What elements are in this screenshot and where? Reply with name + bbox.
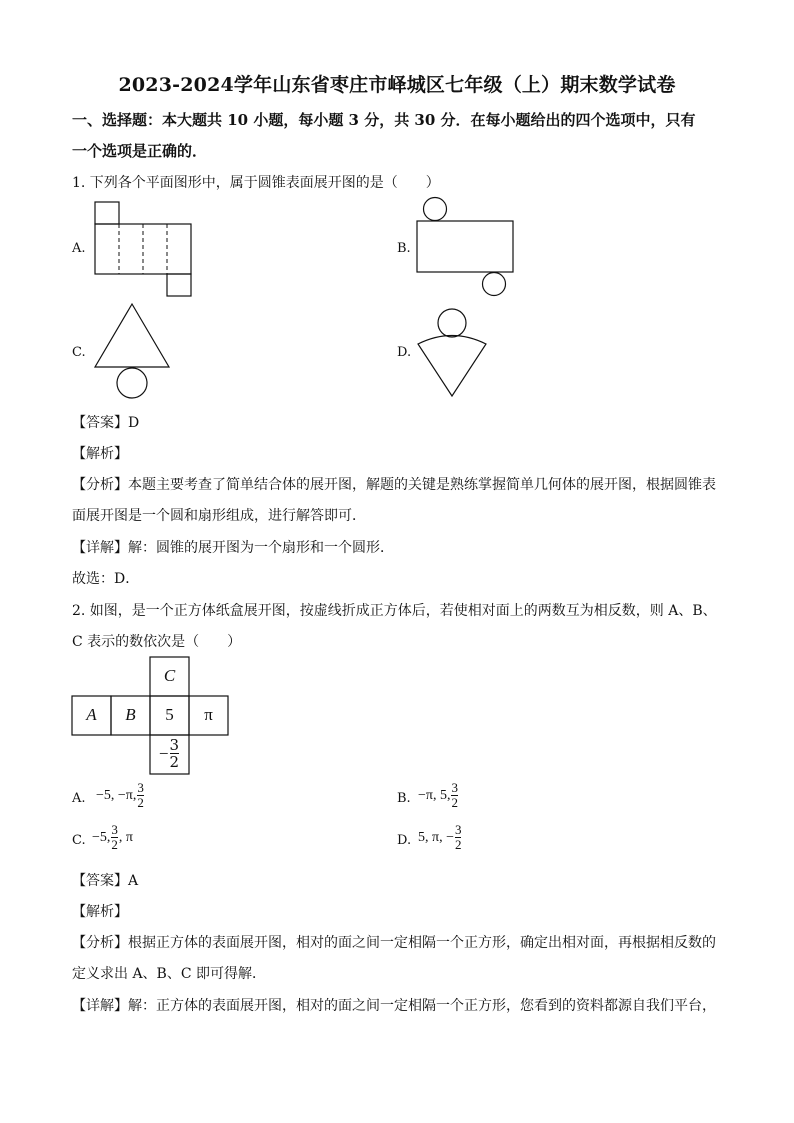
net-cell-b: B xyxy=(125,705,136,724)
q2-option-d-text: 5, π, − xyxy=(418,829,454,845)
q2-stem-line2: C 表示的数依次是（ ） xyxy=(72,634,242,650)
q2-option-b-label: B. xyxy=(397,791,411,806)
q1-analysis-line1: 【分析】本题主要考查了简单结合体的展开图，解题的关键是熟练掌握简单几何体的展开图，根据圆锥表 xyxy=(72,477,716,493)
q1-option-c-figure xyxy=(94,303,174,399)
section-heading-line2: 一个选项是正确的． xyxy=(72,142,208,160)
q2-option-c xyxy=(92,823,133,852)
q1-answer: 【答案】D xyxy=(72,415,140,431)
q1-analysis-line2: 面展开图是一个圆和扇形组成，进行解答即可． xyxy=(72,508,366,524)
q2-option-a-fraction xyxy=(137,781,144,810)
fraction-num: 3 xyxy=(137,780,144,795)
fraction-den: 2 xyxy=(451,795,458,810)
q1-option-b-label: B. xyxy=(397,241,411,256)
q1-detail: 【详解】解：圆锥的展开图为一个扇形和一个圆形． xyxy=(72,540,394,556)
q2-option-c-fraction xyxy=(111,823,118,852)
q2-option-c-tail: , π xyxy=(118,829,133,845)
q2-detail: 【详解】解：正方体的表面展开图，相对的面之间一定相隔一个正方形，您看到的资料都源自我们平台， xyxy=(72,998,716,1014)
q2-option-c-label: C. xyxy=(72,833,86,848)
net-fraction-den: 2 xyxy=(169,753,180,771)
section-heading-line1: 一、选择题：本大题共 10 小题，每小题 3 分，共 30 分．在每小题给出的四个选项中，只有 xyxy=(72,111,696,129)
fraction-den: 2 xyxy=(454,837,462,852)
q2-option-a xyxy=(96,781,145,810)
q2-option-b-fraction xyxy=(451,781,458,810)
fraction-den: 2 xyxy=(111,837,118,852)
net-fraction-num: 3 xyxy=(169,736,180,754)
q1-conclusion: 故选：D． xyxy=(72,571,140,587)
q2-option-b xyxy=(418,781,459,810)
q1-option-b-figure xyxy=(416,197,516,299)
q1-option-a-label: A. xyxy=(72,241,86,256)
q2-option-a-text: −5, −π, xyxy=(96,787,137,803)
q2-stem-line1: 2. 如图，是一个正方体纸盒展开图，按虚线折成正方体后，若使相对面上的两数互为相反数，则 A、B、 xyxy=(72,603,717,619)
q2-analysis-line1: 【分析】根据正方体的表面展开图，相对的面之间一定相隔一个正方形，确定出相对面，再根据相反数的 xyxy=(72,935,716,951)
net-cell-c: C xyxy=(163,666,176,685)
fraction-num: 3 xyxy=(454,822,462,837)
q1-analysis-heading: 【解析】 xyxy=(72,446,128,462)
net-minus-sign: − xyxy=(158,743,169,763)
net-cell-neg-three-halves xyxy=(150,737,189,770)
net-cell-pi: π xyxy=(204,705,213,724)
q2-analysis-line2: 定义求出 A、B、C 即可得解． xyxy=(72,966,267,982)
fraction-den: 2 xyxy=(137,795,144,810)
net-cell-five: 5 xyxy=(165,705,174,724)
q1-option-d-figure xyxy=(416,307,492,399)
fraction-num: 3 xyxy=(111,822,118,837)
net-fraction xyxy=(170,737,180,770)
q2-option-b-text: −π, 5, xyxy=(418,787,451,803)
q2-option-d-label: D. xyxy=(397,833,412,848)
q1-stem: 1. 下列各个平面图形中，属于圆锥表面展开图的是（ ） xyxy=(72,175,440,191)
q1-option-a-figure xyxy=(94,201,194,297)
q2-option-d xyxy=(418,823,462,852)
net-cell-a: A xyxy=(86,705,97,724)
q1-option-c-label: C. xyxy=(72,345,86,360)
page-title: 2023-2024学年山东省枣庄市峄城区七年级（上）期末数学试卷 xyxy=(118,74,676,96)
q2-analysis-heading: 【解析】 xyxy=(72,904,128,920)
q2-answer: 【答案】A xyxy=(72,873,139,889)
q2-option-a-label: A. xyxy=(72,791,86,806)
fraction-num: 3 xyxy=(451,780,458,795)
q2-option-c-text: −5, xyxy=(92,829,111,845)
q1-option-d-label: D. xyxy=(397,345,412,360)
q2-option-d-fraction xyxy=(455,823,462,852)
